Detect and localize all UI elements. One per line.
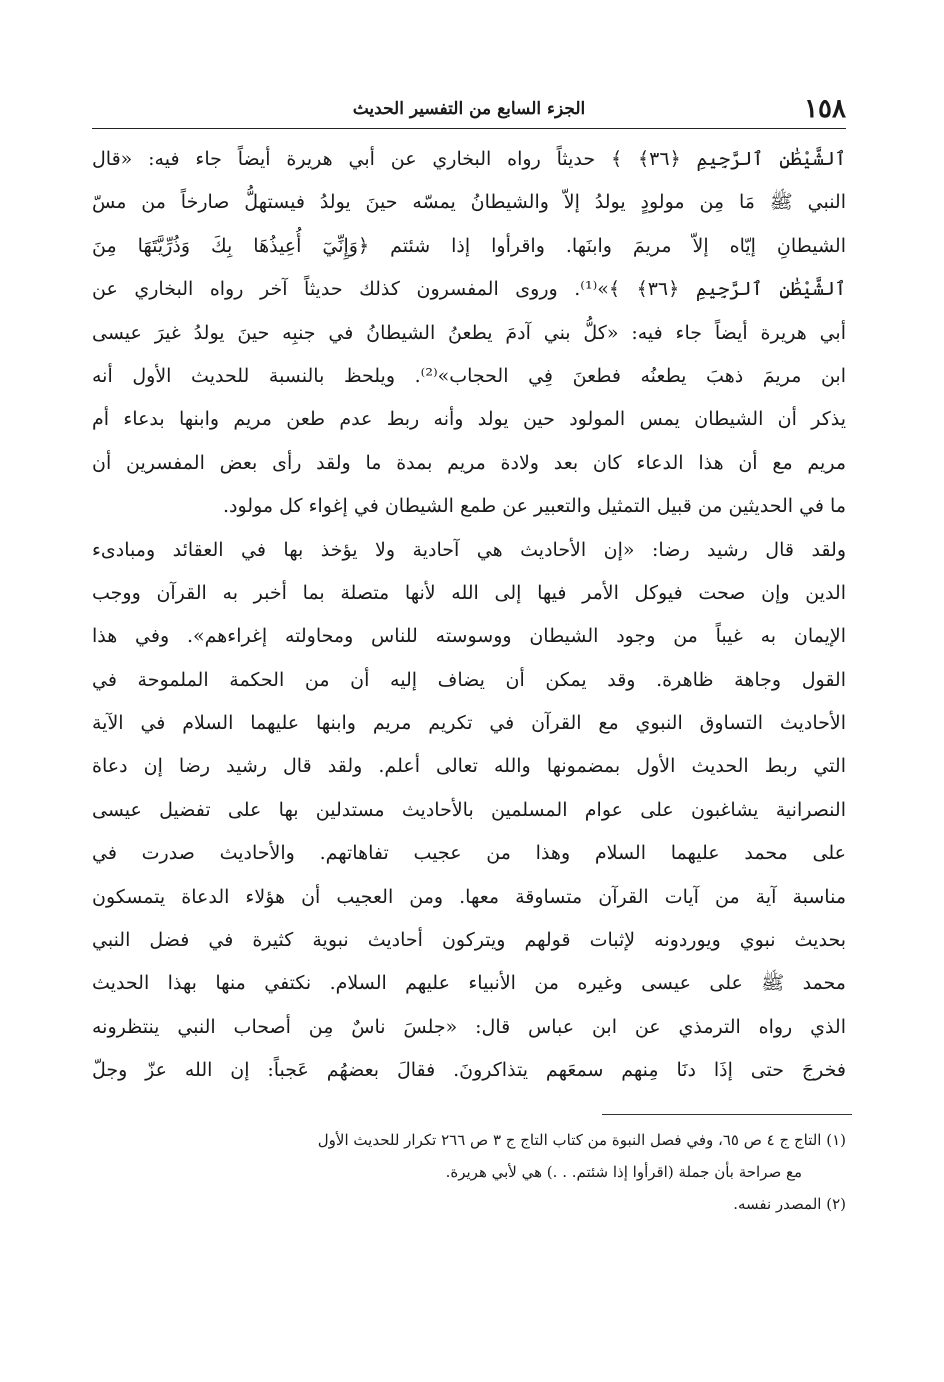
body-line: التي ربط الحديث الأول بمضمونها والله تعالى أعلم. ولقد قال رشيد رضا إن دعاة — [92, 755, 846, 778]
body-text — [92, 138, 846, 1093]
page-header — [92, 92, 846, 126]
body-line: القول وجاهة ظاهرة. وقد يمكن أن يضاف إليه أن من الحكمة الملموحة في — [92, 668, 846, 691]
footnote-divider — [602, 1114, 852, 1115]
footnote-1: (١) التاج ج ٤ ص ٦٥، وفي فصل النبوة من كتاب التاج ج ٣ ص ٢٦٦ تكرار للحديث الأول — [317, 1131, 846, 1149]
body-line: الإيمان به غيباً من وجود الشيطان ووسوسته للناس ومحاولته إغراءهم». وفي هذا — [92, 625, 846, 648]
header-divider — [92, 128, 846, 129]
body-line: محمد ﷺ على عيسى وغيره من الأنبياء عليهم السلام. نكتفي منها بهذا الحديث — [92, 972, 846, 995]
body-line: النصرانية يشاغبون على عوام المسلمين بالأحاديث مستدلين بها على تفضيل عيسى — [92, 798, 846, 821]
body-line: يذكر أن الشيطان يمس المولود حين يولد وأنه ربط عدم طعن مريم وابنها بدعاء أم — [92, 408, 846, 431]
body-line: الشيطانِ إيّاه إلاّ مريمَ وابنَها. واقرأوا إذا شئتم ﴿وَإِنِّيٓ أُعِيذُهَا بِكَ وَذُرِّيَّتَهَا مِنَ — [92, 234, 846, 257]
footnote-1-continuation: مع صراحة بأن جملة (اقرأوا إذا شئتم. . .) هي لأبي هريرة. — [445, 1163, 802, 1181]
body-line: ولقد قال رشيد رضا: «إن الأحاديث هي آحادية ولا يؤخذ بها في العقائد ومبادىء — [92, 538, 846, 561]
body-line: فخرجَ حتى إذَا دنَا مِنهم سمعَهم يتذاكرونَ. فقالَ بعضهُم عَجباً: إن الله عزّ وجلّ — [92, 1059, 846, 1082]
body-line: مناسبة آية من آيات القرآن متساوقة معها. ومن العجيب أن هؤلاء الدعاة يتمسكون — [92, 885, 846, 908]
footnote-2: (٢) المصدر نفسه. — [733, 1195, 846, 1213]
body-line: الذي رواه الترمذي عن ابن عباس قال: «جلسَ ناسٌ مِن أصحاب النبي ينتظرونه — [92, 1015, 846, 1038]
body-line: الأحاديث التساوق النبوي مع القرآن في تكريم مريم وابنها عليهما السلام في الآية — [92, 712, 846, 735]
running-title: الجزء السابع من التفسير الحديث — [352, 99, 586, 119]
page-number: ١٥٨ — [804, 94, 846, 124]
body-line: ٱلشَّيْطَٰنِ ٱلرَّجِيمِ ﴿٣٦﴾ ﴾»⁽¹⁾. وروى المفسرون كذلك حديثاً آخر رواه البخاري عن — [92, 278, 846, 301]
body-line: ابن مريمَ ذهبَ يطعنُه فطعنَ فِي الحجاب»⁽²⁾. ويلحظ بالنسبة للحديث الأول أنه — [92, 364, 846, 387]
body-line: الدين وإن صحت فيوكل الأمر فيها إلى الله لأنها متصلة بما أخبر به القرآن ووجب — [92, 581, 846, 604]
body-line: ما في الحديثين من قبيل التمثيل والتعبير عن طمع الشيطان في إغواء كل مولود. — [222, 495, 846, 518]
body-line: ٱلشَّيْطَٰنِ ٱلرَّجِيمِ ﴿٣٦﴾ ﴾ حديثاً رواه البخاري عن أبي هريرة أيضاً جاء فيه: «قال — [92, 148, 846, 170]
body-line: مريم مع أن هذا الدعاء كان بعد ولادة مريم بمدة ما ولقد رأى بعض المفسرين أن — [92, 451, 846, 474]
body-line: بحديث نبوي ويوردونه لإثبات قولهم ويتركون أحاديث نبوية كثيرة في فضل النبي — [92, 929, 846, 952]
body-line: أبي هريرة أيضاً جاء فيه: «كلُّ بني آدمَ يطعنُ الشيطانُ في جنبِه حينَ يولدُ غيرَ عيسى — [92, 321, 846, 344]
body-line: على محمد عليهما السلام وهذا من عجيب تفاهاتهم. والأحاديث صدرت في — [92, 842, 846, 865]
body-line: النبي ﷺ مَا مِن مولودٍ يولدُ إلاّ والشيطانُ يمسّه حينَ يولدُ فيستهلُّ صارخاً من مسّ — [92, 191, 846, 214]
footnotes — [92, 1124, 846, 1220]
